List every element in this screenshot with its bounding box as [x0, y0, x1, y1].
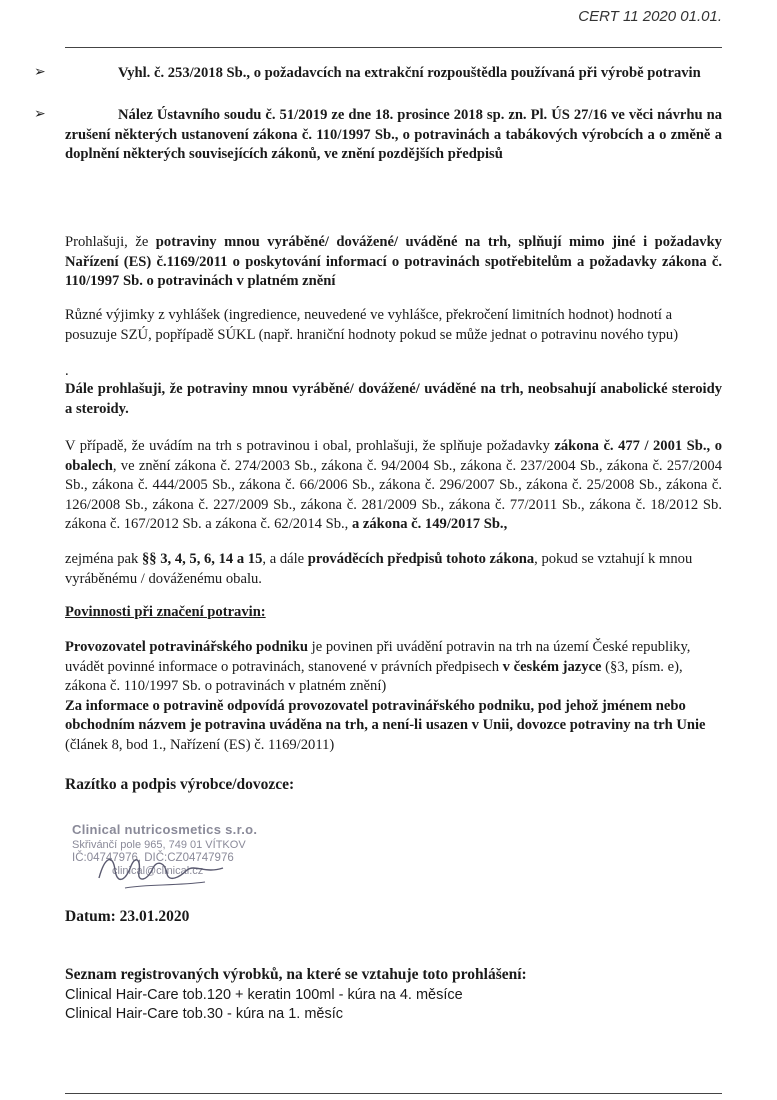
packaging-text: , a dále: [262, 551, 308, 567]
packaging-text: , pokud se vztahují k mnou vyráběnému / dováženému obalu.: [65, 551, 693, 587]
packaging-sections: §§ 3, 4, 5, 6, 14 a 15: [141, 551, 263, 567]
labeling-text: (§3, písm. e), zákona č. 110/1997 Sb. o potravinách v platném znění): [65, 658, 683, 694]
packaging-amendments: , ve znění zákona č. 274/2003 Sb., zákona č. 94/2004 Sb., zákona č. 237/2004 Sb., zákona č. 257/2004 Sb., zákona č. 444/2005 Sb., zákona č. 66/2006 Sb., zákona č. 296/2007 Sb., zákona č. 25/2008 Sb., zákona č. 126/2008 Sb., zákona č. 227/2009 Sb., zákona č. 281/2009 Sb., zákona č. 77/2011 Sb., zákona č. 18/2012 Sb. zákona č. 167/2012 Sb. a zákona č. 62/2014 Sb.,: [65, 457, 722, 532]
labeling-text: (článek 8, bod 1., Nařízení (ES) č. 1169/2011): [65, 736, 335, 753]
packaging-paragraph: [65, 437, 722, 535]
signature-heading: Razítko a podpis výrobce/dovozce:: [65, 776, 295, 793]
labeling-heading: Povinnosti při značení potravin:: [65, 604, 266, 620]
labeling-operator: Provozovatel potravinářského podniku: [65, 639, 308, 655]
bullet-item: Nález Ústavního soudu č. 51/2019 ze dne 18. prosince 2018 sp. zn. Pl. ÚS 27/16 ve věci návrhu na zrušení některých ustanovení zákona č. 110/1997 Sb., o potravinách a tabákových výrobcích a o změně a doplnění některých souvisejících zákonů, ve znění pozdějších předpisů: [65, 107, 722, 162]
bullet-item: Vyhl. č. 253/2018 Sb., o požadavcích na extrakční rozpouštědla používaná při výrobě potravin: [118, 65, 701, 81]
declaration-paragraph: [65, 233, 722, 292]
stamp-company-name: Clinical nutricosmetics s.r.o.: [72, 822, 258, 837]
exceptions-paragraph: Různé výjimky z vyhlášek (ingredience, neuvedené ve vyhlášce, překročení limitních hodnot) hodnotí a posuzuje SZÚ, popřípadě SÚKL (např. hraniční hodnoty pokud se může jednat o potravinu nového typu): [65, 307, 679, 343]
packaging-law-2017: a zákona č. 149/2017 Sb.,: [351, 516, 508, 532]
packaging-text: V případě, že uvádím na trh s potravinou i obal, prohlašuji, že splňuje požadavky: [65, 438, 555, 454]
packaging-law: zákona č. 477 / 2001 Sb., o obalech: [65, 438, 722, 474]
stamp-address: Skřivánčí pole 965, 749 01 VÍTKOV: [72, 839, 246, 851]
labeling-text: je povinen při uvádění potravin na trh na území České republiky, uvádět povinné informace o potravinách, stanovené v právních předpisech: [65, 639, 691, 675]
bullet-arrow-icon: ➢: [34, 65, 46, 80]
products-heading: Seznam registrovaných výrobků, na které se vztahuje toto prohlášení:: [65, 966, 527, 983]
product-item: Clinical Hair-Care tob.120 + keratin 100ml - kúra na 4. měsíce: [65, 987, 463, 1003]
labeling-paragraph: [65, 638, 722, 755]
steroids-declaration: Dále prohlašuji, že potraviny mnou vyráběné/ dovážené/ uváděné na trh, neobsahují anabolické steroidy a steroidy.: [65, 381, 722, 417]
packaging-paragraph-cont: [65, 550, 722, 589]
packaging-regulations: prováděcích předpisů tohoto zákona: [307, 551, 535, 567]
declaration-bold: potraviny mnou vyráběné/ dovážené/ uváděné na trh, splňují mimo jiné i požadavky Nařízení (ES) č.1169/2011 o poskytování informací o potravinách spotřebitelům a požadavky zákona č. 110/1997 Sb. o potravinách v platném znění: [65, 234, 722, 289]
document-date: Datum: 23.01.2020: [65, 908, 190, 925]
labeling-responsibility: Za informace o potravině odpovídá provozovatel potravinářského podniku, pod jehož jménem nebo obchodním názvem je potravina uváděna na trh, a není-li usazen v Unii, dovozce potraviny na trh Unie: [65, 697, 706, 733]
cert-code: CERT 11 2020 01.01.: [578, 8, 722, 25]
stamp-email: clinical@clinical.cz: [112, 865, 204, 877]
stamp-ids: IČ:04747976, DIČ:CZ04747976: [72, 852, 234, 864]
declaration-prefix: Prohlašuji, že: [65, 234, 156, 250]
product-item: Clinical Hair-Care tob.30 - kúra na 1. měsíc: [65, 1006, 344, 1022]
packaging-text: zejména pak: [65, 551, 142, 567]
separator-dot: .: [65, 363, 69, 379]
labeling-language: v českém jazyce: [502, 658, 602, 675]
signature-scribble: [95, 848, 235, 893]
bottom-rule: [65, 1093, 722, 1094]
bullet-arrow-icon: ➢: [34, 107, 46, 122]
top-rule: [65, 47, 722, 48]
product-list: [65, 986, 463, 1024]
